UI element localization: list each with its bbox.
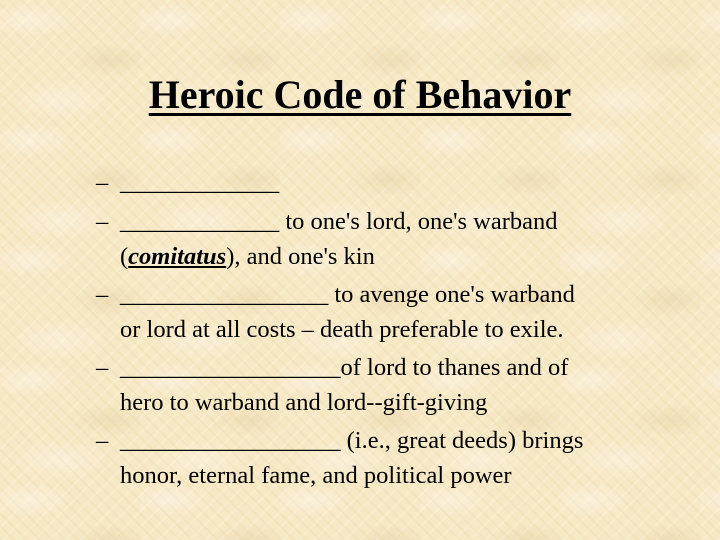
bullet-item-5 — [96, 423, 696, 493]
bullet-item-4 — [96, 350, 696, 420]
bullet-item-2 — [96, 204, 696, 274]
bullet-text: _____________ — [120, 169, 280, 196]
comitatus-term: comitatus — [128, 243, 227, 270]
bullet-continuation: honor, eternal fame, and political power — [120, 462, 512, 489]
bullet-dash: – — [96, 354, 109, 381]
open-paren: ( — [120, 243, 129, 270]
bullet-text-rest: ), and one's kin — [226, 243, 375, 270]
bullet-dash: – — [96, 427, 109, 454]
bullet-item-3 — [96, 277, 696, 347]
bullet-list — [96, 165, 696, 496]
slide-title — [0, 70, 720, 120]
slide-title-text: Heroic Code of Behavior — [148, 72, 572, 117]
bullet-continuation: hero to warband and lord--gift-giving — [120, 389, 488, 416]
bullet-text: _________________ to avenge one's warband — [120, 281, 575, 308]
bullet-continuation — [120, 240, 696, 274]
bullet-dash: – — [96, 281, 109, 308]
bullet-text: __________________of lord to thanes and of — [120, 354, 569, 381]
bullet-dash: – — [96, 169, 109, 196]
bullet-item-1 — [96, 165, 696, 201]
bullet-text: _____________ to one's lord, one's warband — [120, 208, 558, 235]
bullet-text: __________________ (i.e., great deeds) brings — [120, 427, 584, 454]
bullet-continuation: or lord at all costs – death preferable to exile. — [120, 316, 564, 343]
bullet-dash: – — [96, 208, 109, 235]
